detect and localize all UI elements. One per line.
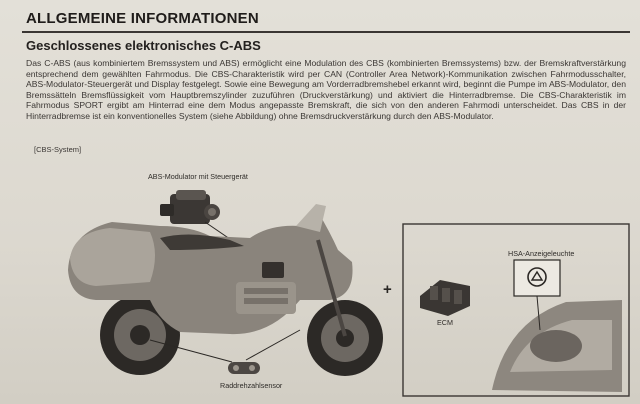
abs-modulator-label: ABS-Modulator mit Steuergerät	[148, 172, 248, 181]
hsa-light-label: HSA-Anzeigeleuchte	[508, 249, 575, 258]
wheel-sensor-label: Raddrehzahlsensor	[220, 381, 283, 390]
hsa-warning-icon	[526, 266, 548, 288]
figure-caption: [CBS-System]	[34, 145, 82, 154]
dashboard-drawing	[492, 300, 622, 392]
plus-symbol: +	[383, 281, 392, 298]
wheel-sensor-drawing	[228, 362, 260, 374]
abs-modulator-drawing	[160, 190, 220, 224]
motorcycle-drawing	[68, 204, 383, 376]
section-title: ALLGEMEINE INFORMATIONEN	[26, 10, 259, 27]
body-paragraph: Das C-ABS (aus kombiniertem Bremssystem und ABS) ermöglicht eine Modulation des CBS (kombinierten Bremssystems) bzw. der Bremskraftverstärkung entsprechend dem gewählten Fahrmodus. Die CBS-Charakteristik wird per CAN (Controller Area Network)-Kommunikation zwischen Fahrmodusschalter, ABS-Modulator-Steuergerät und Display festgelegt. Sowie eine Bewegung am Vorderradbremshebel erkannt wird, beginnt die Pumpe im ABS-Modulator, den Bremssätteln Bremsflüssigkeit vom Hauptbremszylinder zuzuführen (Druckverstärkung) und aktiviert die Hinterradbremse. Die CBS-Charakteristik im Fahrmodus SPORT ergibt am Hinterrad eine dem Modus angepasste Bremskraft, die sich von den anderen Fahrmodi unterscheidet. Das CBS in der Hinterradbremse ist ein konventionelles System (siehe Abbildung) ohne Bremsdruckverstärkung durch den ABS-Modulator.	[26, 58, 626, 121]
ecm-drawing	[420, 280, 470, 316]
page-subtitle: Geschlossenes elektronisches C-ABS	[26, 38, 261, 53]
ecm-label: ECM	[437, 318, 453, 327]
